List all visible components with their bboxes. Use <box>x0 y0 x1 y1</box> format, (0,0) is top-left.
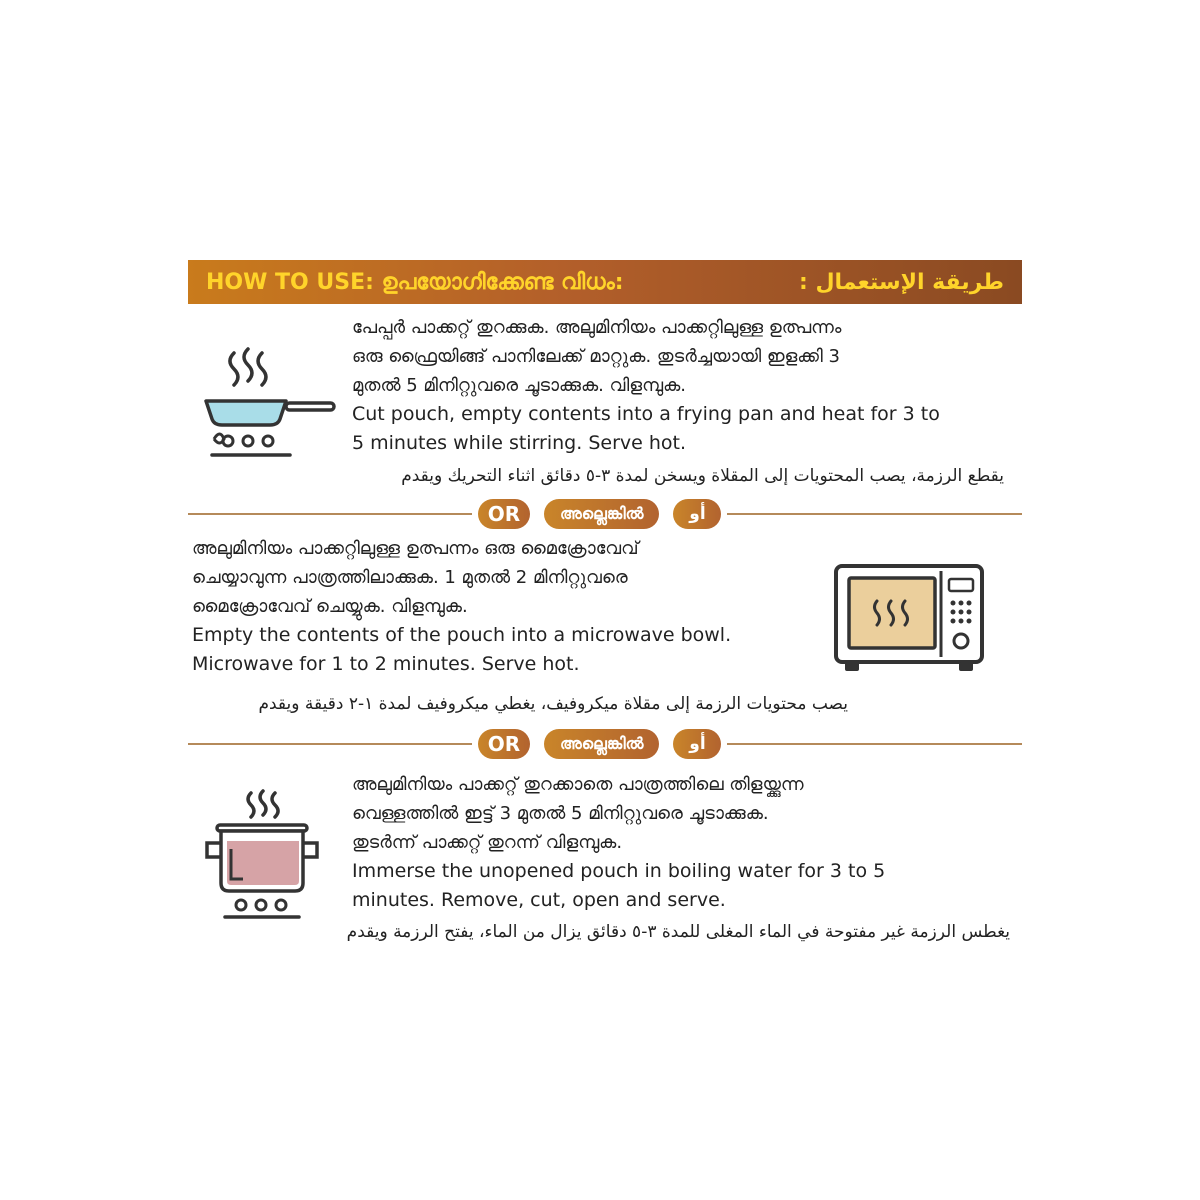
step-3-en-line-1: Immerse the unopened pouch in boiling water for 3 to 5 <box>352 860 886 882</box>
header-bar <box>188 260 1022 304</box>
step-3-ar: يغطس الرزمة غير مفتوحة في الماء المغلى للمدة ٣-٥ دقائق يزال من الماء، يفتح الرزمة ويقدم <box>346 922 1010 942</box>
step-1-ml-line-1: പേപ്പർ പാക്കറ്റ് തുറക്കുക. അലുമിനിയം പാക്കറ്റിലുള്ള ഉത്പന്നം <box>352 317 842 338</box>
or-pill-en: OR <box>478 499 530 529</box>
step-3-ml-line-3: തുടർന്ന് പാക്കറ്റ് തുറന്ന് വിളമ്പുക. <box>352 832 623 853</box>
step-1-ml-line-3: മുതൽ 5 മിനിറ്റുവരെ ചൂടാക്കുക. വിളമ്പുക. <box>352 375 686 396</box>
header-title-en-ml: HOW TO USE: ഉപയോഗിക്കേണ്ട വിധം: <box>206 269 624 295</box>
boiling-pot-icon <box>203 787 321 926</box>
step-2-ml-line-1: അലുമിനിയം പാക്കറ്റിലുള്ള ഉത്പന്നം ഒരു മൈക്രോവേവ് <box>192 538 639 559</box>
or-separator-1 <box>472 499 727 529</box>
step-1-en-line-1: Cut pouch, empty contents into a frying pan and heat for 3 to <box>352 403 940 425</box>
step-1-en-line-2: 5 minutes while stirring. Serve hot. <box>352 432 687 454</box>
step-3-ml-line-1: അലുമിനിയം പാക്കറ്റ് തുറക്കാതെ പാത്രത്തിലെ തിളയ്ക്കുന്ന <box>352 774 804 795</box>
or-pill-ml: അല്ലെങ്കിൽ <box>544 499 659 529</box>
step-2-en-line-1: Empty the contents of the pouch into a microwave bowl. <box>192 624 732 646</box>
step-2-text <box>192 534 731 679</box>
step-2-ar: يصب محتويات الرزمة إلى مقلاة ميكروفيف، يغطي ميكروفيف لمدة ١-٢ دقيقة ويقدم <box>258 694 848 714</box>
or-pill-en-2: OR <box>478 729 530 759</box>
step-2-ml-line-2: ചെയ്യാവുന്ന പാത്രത്തിലാക്കുക. 1 മുതൽ 2 മിനിറ്റുവരെ <box>192 567 628 588</box>
or-pill-ar: أو <box>673 499 721 529</box>
microwave-icon <box>833 563 985 679</box>
header-title-ar: طريقة الإستعمال : <box>798 269 1004 295</box>
frying-pan-on-stove-icon <box>200 345 340 464</box>
step-3-en-line-2: minutes. Remove, cut, open and serve. <box>352 889 726 911</box>
step-2-ml-line-3: മൈക്രോവേവ് ചെയ്യുക. വിളമ്പുക. <box>192 596 468 617</box>
step-1-ar: يقطع الرزمة، يصب المحتويات إلى المقلاة ويسخن لمدة ٣-٥ دقائق اثناء التحريك ويقدم <box>401 466 1004 486</box>
step-3-ml-line-2: വെള്ളത്തിൽ ഇട്ട് 3 മുതൽ 5 മിനിറ്റുവരെ ചൂടാക്കുക. <box>352 803 769 824</box>
or-separator-2 <box>472 729 727 759</box>
step-1-ml-line-2: ഒരു ഫ്രൈയിങ്ങ് പാനിലേക്ക് മാറ്റുക. തുടർച്ചയായി ഇളക്കി 3 <box>352 346 840 367</box>
step-1-text <box>352 313 940 458</box>
step-2-en-line-2: Microwave for 1 to 2 minutes. Serve hot. <box>192 653 580 675</box>
or-pill-ar-2: أو <box>673 729 721 759</box>
or-pill-ml-2: അല്ലെങ്കിൽ <box>544 729 659 759</box>
step-3-text <box>352 770 885 915</box>
